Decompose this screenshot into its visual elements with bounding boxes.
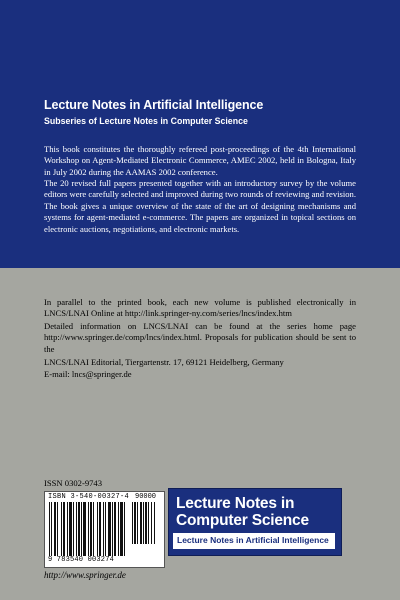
issn-number: ISSN 0302-9743 — [44, 478, 103, 488]
barcode-isbn-text: ISBN 3-540-00327-4 — [48, 493, 130, 501]
logo-strip-text: Lecture Notes in Artificial Intelligence — [177, 535, 329, 545]
info-paragraph-1: In parallel to the printed book, each new volume is published electronically in LNCS/LNAI Online at http://link.springer-ny.com/series/lncs/index.htm — [44, 297, 356, 319]
barcode-addon-bars-icon — [132, 502, 160, 544]
info-paragraph-2: Detailed information on LNCS/LNAI can be found at the series home page http://www.springer.de/comp/lncs/index.html. Proposals for publication should be sent to the — [44, 321, 356, 354]
barcode-digits: 9 783540 003274 — [48, 556, 115, 564]
editorial-address: LNCS/LNAI Editorial, Tiergartenstr. 17, 69121 Heidelberg, Germany — [44, 357, 284, 367]
cover-top-panel — [0, 0, 400, 268]
description-paragraph-1: This book constitutes the thoroughly refereed post-proceedings of the 4th International Workshop on Agent-Mediated Electronic Commerce, AMEC 2002, held in Bologna, Italy in July 2002 during the AAMAS 2002 conference. — [44, 144, 356, 177]
barcode-bars-icon — [49, 502, 131, 556]
series-subtitle: Subseries of Lecture Notes in Computer Science — [44, 116, 248, 126]
logo-strip — [173, 533, 335, 549]
lncs-logo — [168, 488, 342, 556]
logo-line-2: Computer Science — [176, 512, 309, 529]
publisher-url: http://www.springer.de — [44, 570, 126, 580]
isbn-barcode — [44, 491, 165, 568]
description-paragraph-2: The 20 revised full papers presented together with an introductory survey by the volume editors were carefully selected and improved during two rounds of reviewing and revision. The book gives a unique overview of the state of the art of designing mechanisms and systems for agent-mediated e-commerce. The papers are organized in topical sections on electronic auctions, negotiations, and electronic markets. — [44, 178, 356, 234]
logo-line-1: Lecture Notes in — [176, 495, 295, 512]
editorial-email: E-mail: lncs@springer.de — [44, 369, 132, 379]
barcode-price-code: 90000 — [135, 493, 157, 501]
series-title: Lecture Notes in Artificial Intelligence — [44, 98, 264, 112]
